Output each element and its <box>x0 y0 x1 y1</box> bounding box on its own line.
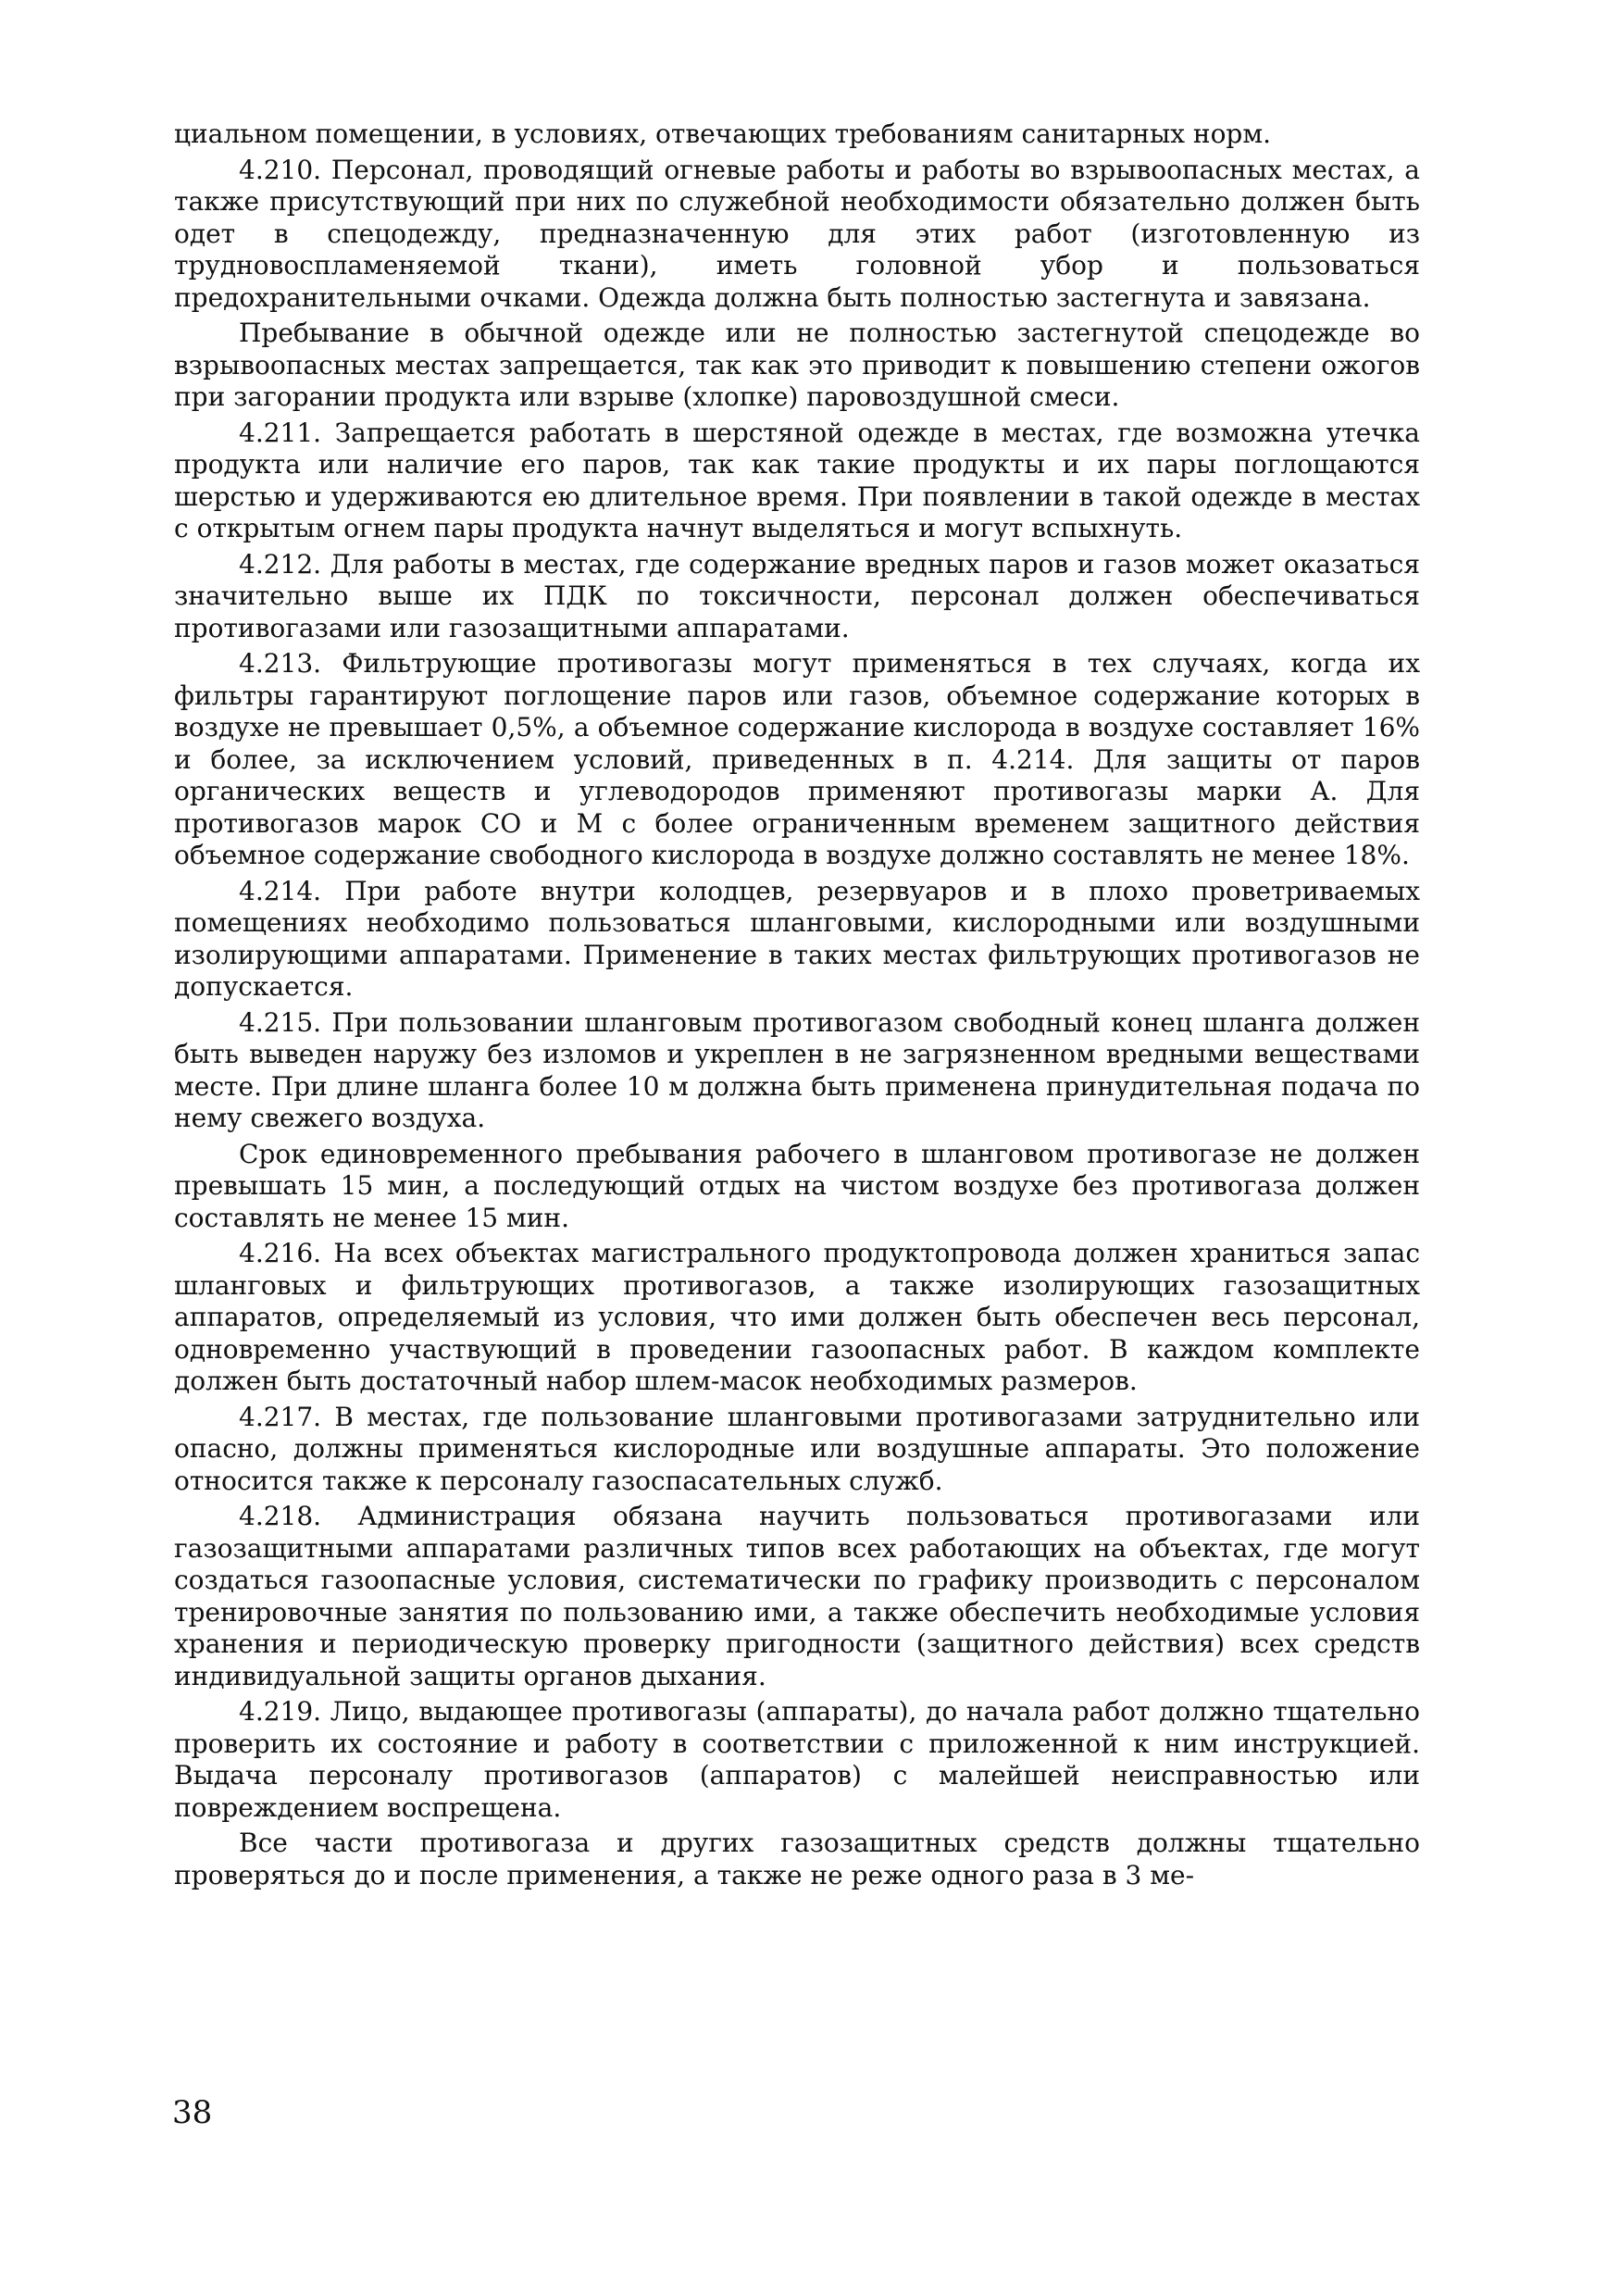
text-column <box>174 119 1420 1895</box>
paragraph-4-216: 4.216. На всех объектах магистрального продуктопровода должен храниться запас шланговых и фильтрующих противогазов, а также изолирующих газозащитных аппаратов, определяемый из условия, что ими должен быть обеспечен весь персонал, одновременно участвующий в проведении газоопасных работ. В каждом комплекте должен быть достаточный набор шлем-масок необходимых размеров. <box>174 1238 1420 1396</box>
paragraph-4-219-inspection: Все части противогаза и других газозащитных средств должны тщательно проверяться до и после применения, а также не реже одного раза в 3 ме- <box>174 1828 1420 1890</box>
paragraph-4-214: 4.214. При работе внутри колодцев, резервуаров и в плохо проветриваемых помещениях необходимо пользоваться шланговыми, кислородными или воздушными изолирующими аппаратами. Применение в таких местах фильтрующих противогазов не допускается. <box>174 875 1420 1002</box>
paragraph-continuation: циальном помещении, в условиях, отвечающих требованиям санитарных норм. <box>174 119 1272 149</box>
paragraph-4-215: 4.215. При пользовании шланговым противогазом свободный конец шланга должен быть выведен наружу без изломов и укреплен в не загрязненном вредными веществами месте. При длине шланга более 10 м должна быть применена принудительная подача по нему свежего воздуха. <box>174 1006 1420 1133</box>
paragraph-4-210-clothing: Пребывание в обычной одежде или не полностью застегнутой спецодежде во взрывоопасных местах запрещается, так как это приводит к повышению степени ожогов при загорании продукта или взрыве (хлопке) паровоздушной смеси. <box>174 318 1420 412</box>
paragraph-4-218: 4.218. Администрация обязана научить пользоваться противогазами или газозащитными аппаратами различных типов всех работающих на объектах, где могут создаться газоопасные условия, систематически по графику производить с персоналом тренировочные занятия по пользованию ими, а также обеспечить необходимые условия хранения и периодическую проверку пригодности (защитного действия) всех средств индивидуальной защиты органов дыхания. <box>174 1501 1420 1691</box>
paragraph-4-212: 4.212. Для работы в местах, где содержание вредных паров и газов может оказаться значительно выше их ПДК по токсичности, персонал должен обеспечиваться противогазами или газозащитными аппаратами. <box>174 548 1420 643</box>
paragraph-4-217: 4.217. В местах, где пользование шланговыми противогазами затруднительно или опасно, должны применяться кислородные или воздушные аппараты. Это положение относится также к персоналу газоспасательных служб. <box>174 1401 1420 1496</box>
paragraph-4-213: 4.213. Фильтрующие противогазы могут применяться в тех случаях, когда их фильтры гарантируют поглощение паров или газов, объемное содержание которых в воздухе не превышает 0,5%, а объемное содержание кислорода в воздухе составляет 16% и более, за исключением условий, приведенных в п. 4.214. Для защиты от паров органических веществ и углеводородов применяют противогазы марки А. Для противогазов марок СО и М с более ограниченным временем защитного действия объемное содержание свободного кислорода в воздухе должно составлять не менее 18%. <box>174 648 1420 870</box>
paragraph-4-219: 4.219. Лицо, выдающее противогазы (аппараты), до начала работ должно тщательно проверить их состояние и работу в соответствии с приложенной к ним инструкцией. Выдача персоналу противогазов (аппаратов) с малейшей неисправностью или повреждением воспрещена. <box>174 1696 1420 1823</box>
paragraph-4-215-duration: Срок единовременного пребывания рабочего в шланговом противогазе не должен превышать 15 мин, а последующий отдых на чистом воздухе без противогаза должен составлять не менее 15 мин. <box>174 1138 1420 1233</box>
paragraph-4-211: 4.211. Запрещается работать в шерстяной одежде в местах, где возможна утечка продукта или наличие его паров, так как такие продукты и их пары поглощаются шерстью и удерживаются ею длительное время. При появлении в такой одежде в местах с открытым огнем пары продукта начнут выделяться и могут вспыхнуть. <box>174 417 1420 543</box>
paragraph-4-210: 4.210. Персонал, проводящий огневые работы и работы во взрывоопасных местах, а также присутствующий при них по служебной необходимости обязательно должен быть одет в спецодежду, предназначенную для этих работ (изготовленную из трудновоспламеняемой ткани), иметь головной убор и пользоваться предохранительными очками. Одежда должна быть полностью застегнута и завязана. <box>174 154 1420 313</box>
page-number: 38 <box>172 2094 213 2131</box>
